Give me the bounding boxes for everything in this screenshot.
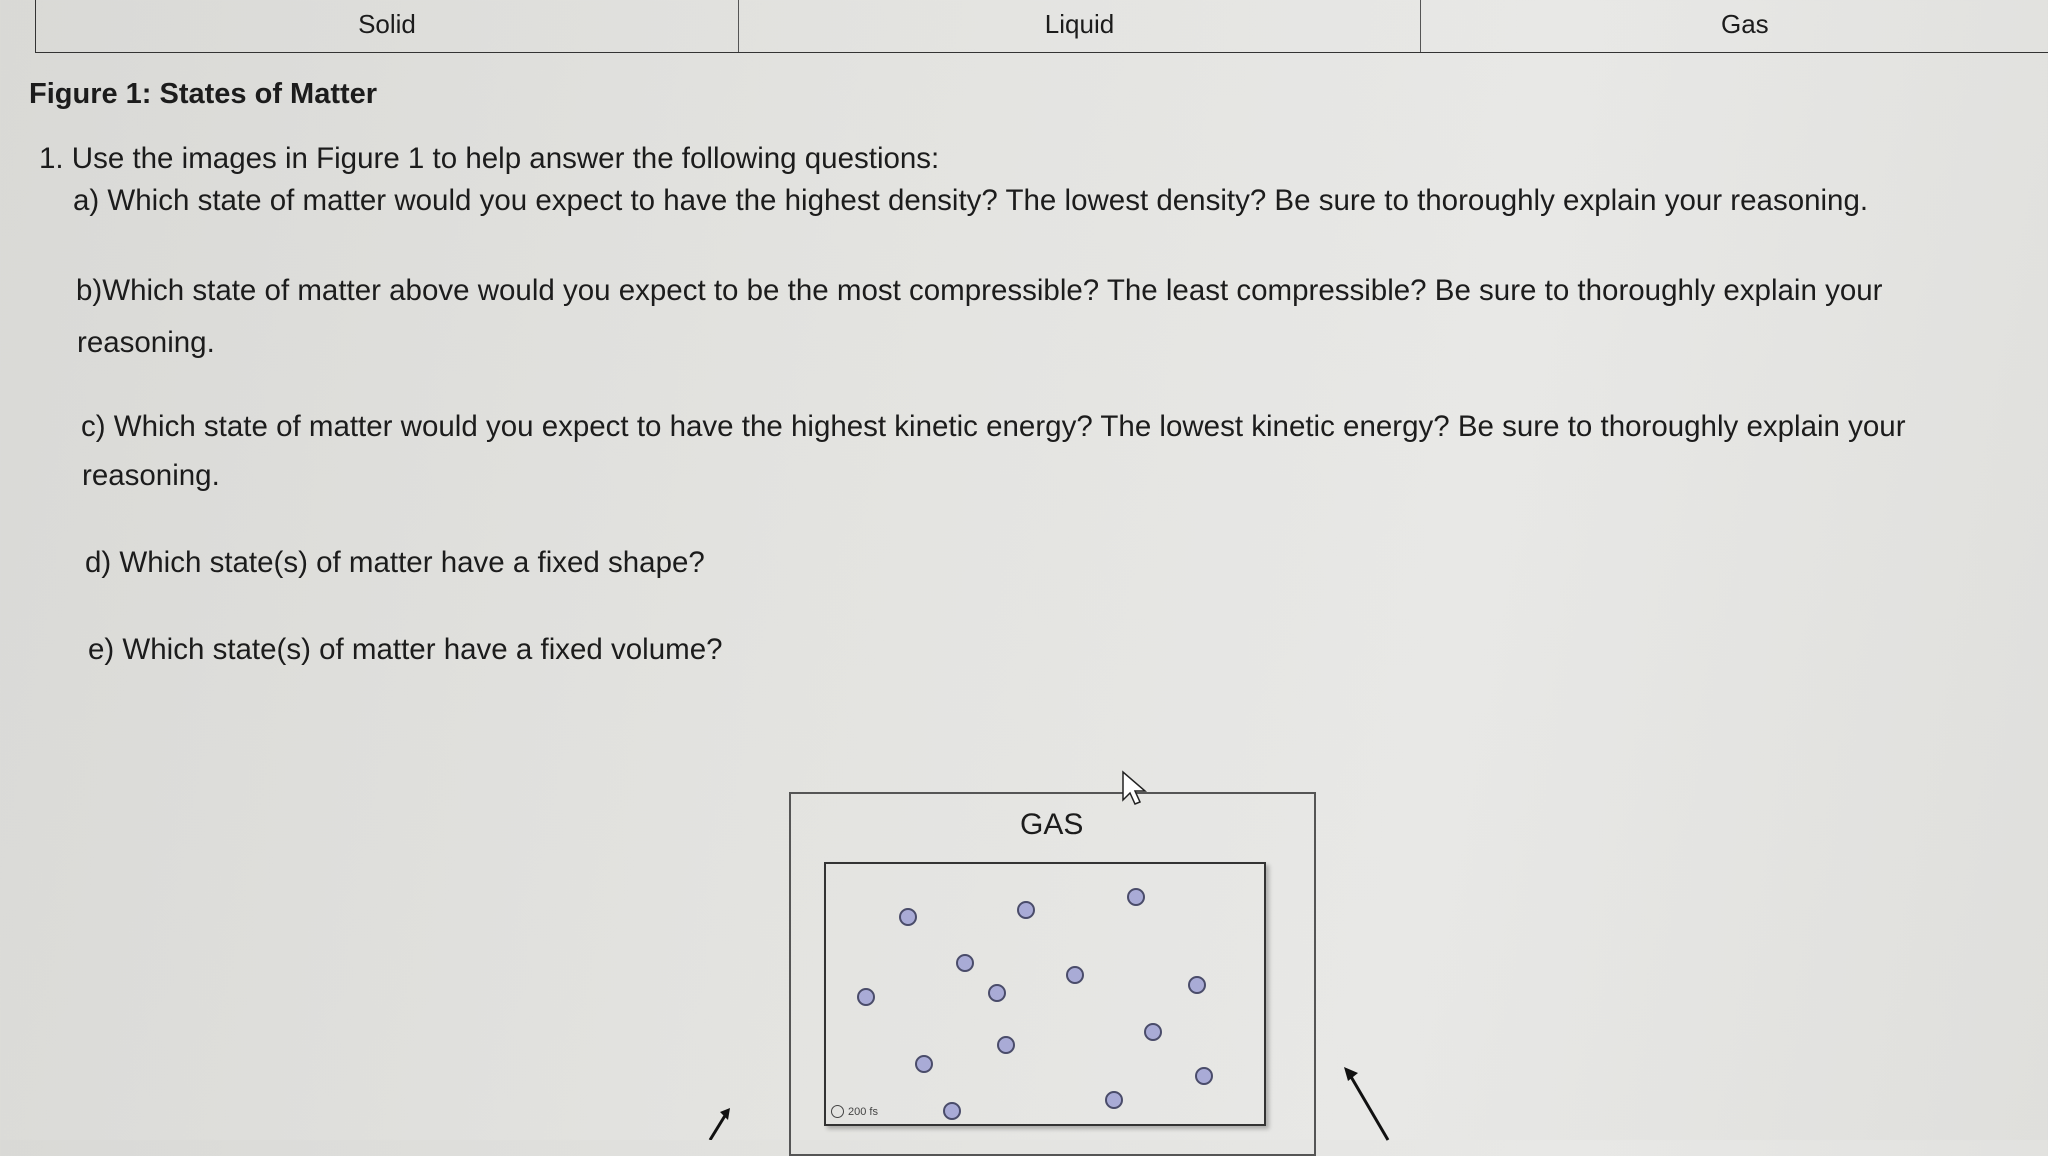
question-b: b)Which state of matter above would you expect to be the most compressible? The least compressible? Be sure to thoroughly explain your <box>76 274 1883 307</box>
gas-particle <box>1127 888 1145 906</box>
gas-particle <box>1188 976 1206 994</box>
gas-container <box>824 862 1266 1126</box>
question-intro: 1. Use the images in Figure 1 to help answer the following questions: <box>39 142 940 175</box>
gas-particle <box>1144 1023 1162 1041</box>
gas-particle <box>899 908 917 926</box>
question-b-cont: reasoning. <box>77 326 215 359</box>
figure-caption: Figure 1: States of Matter <box>29 78 378 110</box>
arrow-icon <box>1340 1065 1400 1145</box>
question-d: d) Which state(s) of matter have a fixed shape? <box>85 546 705 579</box>
header-solid: Solid <box>36 0 739 52</box>
question-c: c) Which state of matter would you expect to have the highest kinetic energy? The lowest kinetic energy? Be sure to thoroughly explain your <box>81 410 1906 443</box>
gas-particle <box>988 984 1006 1002</box>
question-c-cont: reasoning. <box>82 459 220 492</box>
timer <box>831 1105 878 1118</box>
gas-particle <box>915 1055 933 1073</box>
question-a: a) Which state of matter would you expect to have the highest density? The lowest density? Be sure to thoroughly explain your reasoning. <box>73 184 1869 217</box>
header-gas: Gas <box>1721 8 1769 39</box>
header-liquid: Liquid <box>739 0 1421 52</box>
arrow-icon <box>700 1100 740 1140</box>
gas-title: GAS <box>1020 808 1084 841</box>
question-e: e) Which state(s) of matter have a fixed volume? <box>88 633 723 666</box>
gas-particle <box>956 954 974 972</box>
gas-particle <box>1105 1091 1123 1109</box>
gas-particle <box>1017 901 1035 919</box>
states-table-header <box>35 0 2048 53</box>
gas-particle <box>997 1036 1015 1054</box>
play-icon[interactable] <box>831 1105 844 1118</box>
timer-label: 200 fs <box>848 1105 878 1118</box>
gas-particle <box>857 988 875 1006</box>
gas-particle <box>1066 966 1084 984</box>
gas-particle <box>943 1102 961 1120</box>
mouse-cursor-icon <box>1120 770 1160 820</box>
gas-particle <box>1195 1067 1213 1085</box>
